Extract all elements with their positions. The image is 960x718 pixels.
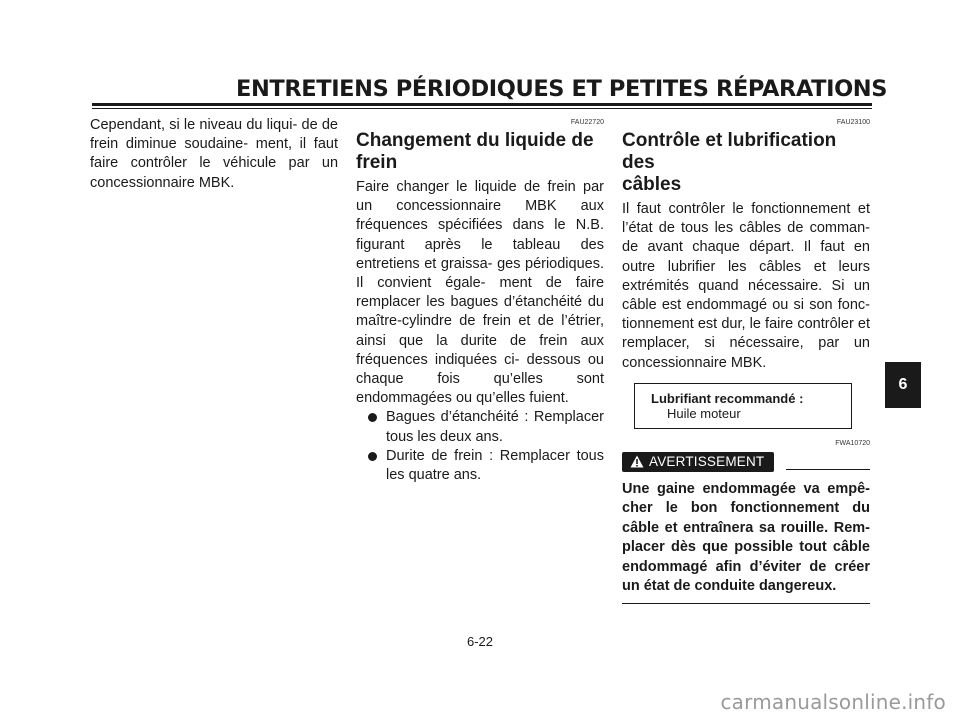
text-line: dessous ou chaque fois qu’elles sont	[356, 351, 604, 388]
section-heading	[622, 130, 870, 196]
lubricant-box	[634, 383, 852, 429]
text-line: ment, il faut faire contrôler le	[90, 136, 338, 172]
text-line: câble et entraînera sa rouille. Rem-	[622, 519, 870, 536]
text-line: câble est endommagé ou si son fonc-	[622, 297, 870, 314]
text-line: de frein aux fréquences indiquées ci-	[356, 332, 604, 368]
right-column	[622, 114, 870, 604]
brake-fluid-paragraph	[356, 178, 604, 408]
text-line: cher le bon fonctionnement du	[622, 500, 870, 517]
warning-triangle-icon	[630, 455, 644, 468]
text-line: frein et de l’étrier, ainsi que la durite	[356, 313, 604, 349]
list-item	[356, 447, 604, 485]
text-line: endommagé afin d’éviter de créer	[622, 558, 870, 575]
warning-badge-label: AVERTISSEMENT	[649, 453, 765, 469]
text-line: endommagées ou qu’elles fuient.	[356, 390, 569, 407]
header-rule	[92, 103, 872, 106]
section-heading	[356, 130, 604, 174]
text-line: le tableau des entretiens et graissa-	[356, 236, 604, 272]
list-item	[356, 408, 604, 446]
text-line: Bagues d’étanchéité : Remplacer	[386, 409, 604, 426]
warning-code: FWA10720	[835, 439, 870, 447]
bullet-icon	[368, 413, 377, 422]
heading-line: câbles	[622, 174, 682, 195]
heading-line: Changement du liquide de	[356, 130, 594, 151]
text-line: tous les deux ans.	[386, 428, 503, 445]
middle-column	[356, 114, 604, 485]
page-header-title: ENTRETIENS PÉRIODIQUES ET PETITES RÉPARATIONS	[236, 76, 888, 102]
heading-line: Contrôle et lubrification des	[622, 130, 837, 173]
chapter-tab: 6	[885, 362, 921, 408]
text-line: un état de conduite dangereux.	[622, 578, 837, 595]
text-line: de avant chaque départ. Il faut en	[622, 239, 870, 256]
bullet-icon	[368, 452, 377, 461]
replacement-list	[356, 408, 604, 485]
cable-paragraph	[622, 200, 870, 373]
warning-badge	[622, 452, 774, 472]
heading-line: frein	[356, 152, 398, 173]
text-line: Il faut contrôler le fonctionnement et	[622, 201, 870, 217]
text-line: les quatre ans.	[386, 467, 482, 484]
text-line: Faire changer le liquide de frein par un	[356, 179, 604, 215]
section-code: FAU23100	[836, 119, 870, 126]
text-line: MBK.	[198, 174, 235, 191]
watermark: carmanualsonline.info	[720, 690, 946, 714]
text-line: d’étanchéité du maître-cylindre de	[356, 294, 604, 330]
text-line: ment de faire remplacer les bagues	[356, 275, 605, 311]
text-line: Cependant, si le niveau du liqui-	[90, 117, 298, 133]
text-line: outre lubrifier les câbles et leurs	[622, 258, 870, 275]
text-line: spécifiées dans le N.B. figurant après	[356, 217, 604, 253]
text-line: Durite de frein : Remplacer tous	[386, 447, 604, 464]
warning-bottom-rule	[622, 603, 870, 604]
left-column	[90, 114, 338, 193]
text-line: Une gaine endommagée va empê-	[622, 480, 870, 497]
header-rule-thin	[92, 108, 872, 109]
text-line: l’état de tous les câbles de comman-	[622, 220, 870, 237]
text-line: de de frein diminue soudaine-	[90, 117, 338, 153]
section-code: FAU22720	[570, 119, 604, 126]
continued-paragraph	[90, 116, 338, 193]
text-line: concessionnaire MBK.	[622, 354, 767, 371]
text-line: extrémités quand nécessaire. Si un	[622, 277, 870, 294]
text-line: placer dès que possible tout câble	[622, 539, 870, 556]
text-line: véhicule par un concessionnaire	[90, 155, 339, 191]
text-line: et remplacer, si nécessaire, par un	[622, 316, 870, 352]
text-line: ges périodiques. Il convient égale-	[356, 255, 605, 292]
warning-rule	[786, 469, 870, 470]
text-line: tionnement est dur, le faire contrôler	[622, 316, 858, 333]
page-number: 6-22	[466, 634, 494, 649]
warning-header	[622, 452, 870, 472]
lubricant-value: Huile moteur	[667, 405, 741, 421]
lubricant-label: Lubrifiant recommandé :	[651, 390, 804, 406]
text-line: concessionnaire MBK aux fréquences	[356, 198, 604, 234]
warning-text	[622, 480, 870, 597]
